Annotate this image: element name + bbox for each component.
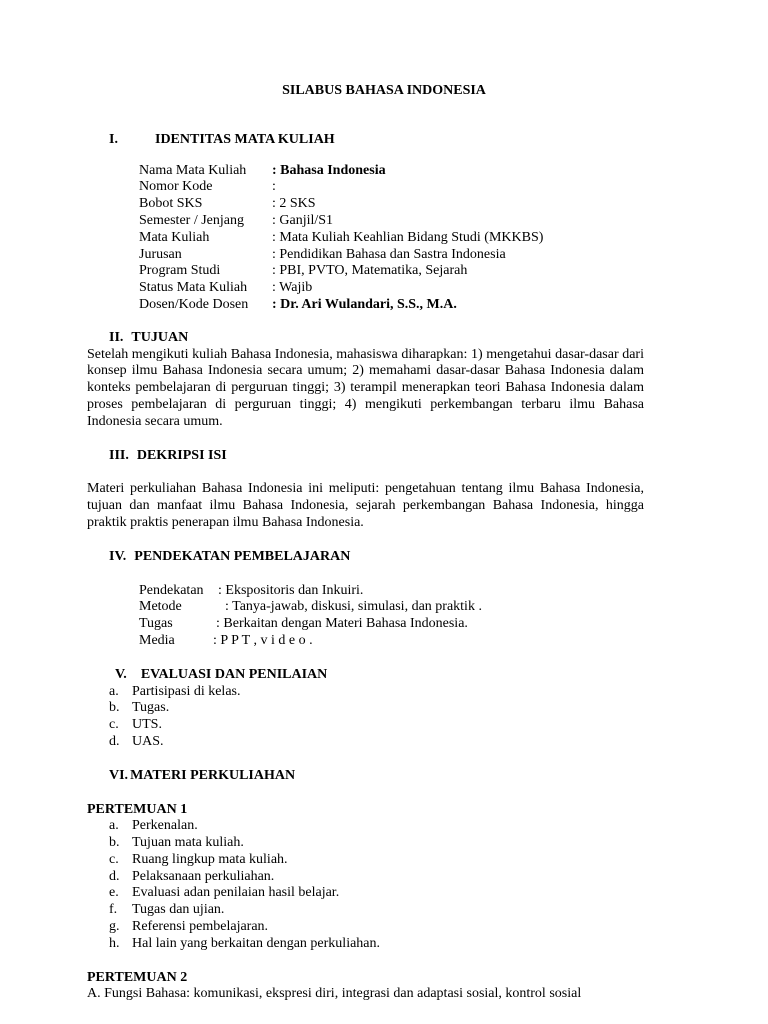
list-item: b. Tugas. xyxy=(109,700,170,716)
meeting-2-line: A. Fungsi Bahasa: komunikasi, ekspresi diri, integrasi dan adaptasi sosial, kontrol sosial xyxy=(87,986,582,1002)
section-number: V. xyxy=(115,666,127,682)
approach-label: Tugas xyxy=(139,616,173,632)
field-label: Program Studi xyxy=(139,263,221,279)
list-item: d. UAS. xyxy=(109,733,164,749)
section-deskripsi-heading xyxy=(109,448,768,465)
section-number: II. xyxy=(109,329,124,345)
meeting-1-title: PERTEMUAN 1 xyxy=(87,801,188,817)
list-item: a. Partisipasi di kelas. xyxy=(109,683,241,699)
tujuan-paragraph: Setelah mengikuti kuliah Bahasa Indonesia, mahasiswa diharapkan: 1) mengetahui dasar-dasar dari konsep ilmu Bahasa Indonesia secara umum; 2) memahami dasar-dasar Bahasa Indonesia dalam konteks pembelajaran di perguruan tinggi; 3) terampil menerapkan teori Bahasa Indonesia dalam proses pembelajaran di perguruan tinggi; 4) mengikuti perkembangan terbaru ilmu Bahasa Indonesia secara umum. xyxy=(87,346,644,429)
list-item: d. Pelaksanaan perkuliahan. xyxy=(109,868,275,884)
identity-table xyxy=(139,163,768,314)
section-number: VI. xyxy=(109,767,129,783)
approach-label: Pendekatan xyxy=(139,582,204,598)
document-title: SILABUS BAHASA INDONESIA xyxy=(282,83,486,98)
approach-value: : P P T , v i d e o . xyxy=(213,632,313,648)
approach-row xyxy=(139,599,768,616)
section-title: DEKRIPSI ISI xyxy=(136,447,227,463)
approach-label: Media xyxy=(139,632,175,648)
section-title: EVALUASI DAN PENILAIAN xyxy=(140,666,328,682)
section-title: TUJUAN xyxy=(131,329,189,345)
section-title: PENDEKATAN PEMBELAJARAN xyxy=(134,548,351,564)
section-pendekatan-heading xyxy=(109,549,768,566)
field-value: : Wajib xyxy=(272,280,313,296)
section-tujuan-heading xyxy=(109,330,768,347)
list-item: c. UTS. xyxy=(109,717,162,733)
section-number: I. xyxy=(109,131,118,147)
field-label: Jurusan xyxy=(139,246,182,262)
section-title: MATERI PERKULIAHAN xyxy=(130,767,296,783)
list-item: f. Tugas dan ujian. xyxy=(109,902,225,918)
list-item: e. Evaluasi adan penilaian hasil belajar. xyxy=(109,885,340,901)
field-label: Status Mata Kuliah xyxy=(139,280,248,296)
approach-value: : Ekspositoris dan Inkuiri. xyxy=(218,582,364,598)
evaluation-list xyxy=(109,684,768,751)
field-label: Nama Mata Kuliah xyxy=(139,162,247,178)
field-value: : 2 SKS xyxy=(272,196,316,212)
approach-list xyxy=(139,583,768,650)
list-item: a. Perkenalan. xyxy=(109,818,198,834)
list-item: g. Referensi pembelajaran. xyxy=(109,919,269,935)
approach-row xyxy=(139,633,768,650)
approach-value: : Berkaitan dengan Materi Bahasa Indonesia. xyxy=(216,616,468,632)
field-value: : xyxy=(272,179,276,195)
meeting-2-title: PERTEMUAN 2 xyxy=(87,969,188,985)
section-number: IV. xyxy=(109,548,127,564)
field-value: : PBI, PVTO, Matematika, Sejarah xyxy=(272,263,468,279)
approach-row xyxy=(139,583,768,600)
section-title: IDENTITAS MATA KULIAH xyxy=(155,131,335,147)
meeting-1-list xyxy=(109,818,768,952)
field-label: Bobot SKS xyxy=(139,196,203,212)
approach-value: : Tanya-jawab, diskusi, simulasi, dan praktik . xyxy=(225,599,482,615)
section-identitas-heading xyxy=(109,132,768,149)
field-value: : Pendidikan Bahasa dan Sastra Indonesia xyxy=(272,246,506,262)
field-value: : Dr. Ari Wulandari, S.S., M.A. xyxy=(272,296,457,312)
field-label: Dosen/Kode Dosen xyxy=(139,296,249,312)
approach-row xyxy=(139,616,768,633)
approach-label: Metode xyxy=(139,599,182,615)
field-value: : Mata Kuliah Keahlian Bidang Studi (MKKBS) xyxy=(272,229,544,245)
list-item: h. Hal lain yang berkaitan dengan perkuliahan. xyxy=(109,935,381,951)
section-materi-heading xyxy=(109,768,768,785)
field-value: : Bahasa Indonesia xyxy=(272,162,386,178)
field-label: Semester / Jenjang xyxy=(139,212,244,228)
list-item: c. Ruang lingkup mata kuliah. xyxy=(109,851,288,867)
deskripsi-paragraph: Materi perkuliahan Bahasa Indonesia ini meliputi: pengetahuan tentang ilmu Bahasa Indonesia, tujuan dan manfaat ilmu Bahasa Indonesia, sejarah perkembangan Bahasa Indonesia, hingga praktik praktis penerapan ilmu Bahasa Indonesia. xyxy=(87,481,644,530)
section-evaluasi-heading xyxy=(115,667,768,684)
field-label: Nomor Kode xyxy=(139,179,213,195)
list-item: b. Tujuan mata kuliah. xyxy=(109,835,244,851)
section-number: III. xyxy=(109,447,129,463)
field-value: : Ganjil/S1 xyxy=(272,212,334,228)
field-label: Mata Kuliah xyxy=(139,229,210,245)
